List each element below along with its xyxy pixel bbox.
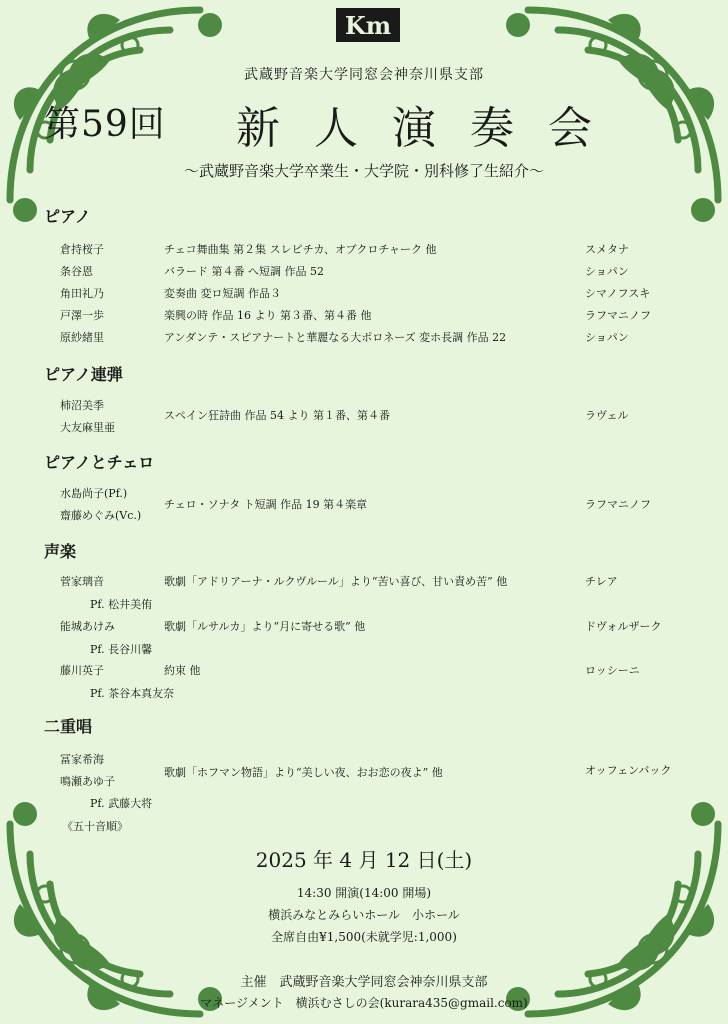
performer: 条谷恩: [60, 265, 93, 278]
composer: ラフマニノフ: [585, 309, 651, 322]
organization-name: 武蔵野音楽大学同窓会神奈川県支部: [244, 67, 484, 83]
section-heading-vocal-duet: 二重唱: [44, 717, 93, 736]
accompanist: Pf. 長谷川馨: [90, 643, 153, 656]
svg-text:Km: Km: [344, 11, 392, 40]
composer: スメタナ: [585, 243, 629, 256]
work: アンダンテ・スピアナートと華麗なる大ポロネーズ 変ホ長調 作品 22: [164, 331, 507, 344]
section-heading-piano: ピアノ: [44, 207, 91, 226]
performer: 藤川英子: [60, 664, 104, 677]
performer: 鳴瀬あゆ子: [60, 775, 115, 788]
accompanist: Pf. 武藤大将: [90, 797, 153, 810]
performer: 菅家璃音: [60, 575, 104, 588]
work: チェコ舞曲集 第２集 スレピチカ、オブクロチャーク 他: [164, 243, 437, 256]
work: チェロ・ソナタ ト短調 作品 19 第４楽章: [164, 498, 368, 511]
composer: シマノフスキ: [585, 287, 651, 300]
section-heading-piano-cello: ピアノとチェロ: [44, 453, 155, 472]
work: 変奏曲 変ロ短調 作品３: [164, 287, 281, 300]
work: 歌劇「ホフマン物語」より“美しい夜、おお恋の夜よ” 他: [164, 766, 443, 779]
composer: ショパン: [585, 265, 629, 278]
performer: 角田礼乃: [60, 287, 104, 300]
accompanist: Pf. 茶谷本真友奈: [90, 687, 175, 700]
composer: ラヴェル: [585, 409, 629, 422]
composer: ショパン: [585, 331, 629, 344]
work: 楽興の時 作品 16 より 第３番、第４番 他: [164, 309, 372, 322]
work: 約束 他: [164, 664, 201, 677]
work: スペイン狂詩曲 作品 54 より 第１番、第４番: [164, 409, 390, 422]
page-title: [40, 92, 700, 154]
composer: ラフマニノフ: [585, 498, 651, 511]
work: バラード 第４番 へ短調 作品 52: [164, 265, 324, 278]
composer: チレア: [585, 575, 618, 588]
performer: 倉持桜子: [60, 243, 104, 256]
composer: オッフェンバック: [585, 764, 672, 777]
km-logo: [336, 8, 400, 42]
section-heading-piano-duet: ピアノ連弾: [44, 365, 123, 384]
accompanist: Pf. 松井美侑: [90, 598, 153, 611]
work: 歌劇「ルサルカ」より“月に寄せる歌” 他: [164, 620, 366, 633]
performer: 能城あけみ: [60, 620, 115, 633]
section-heading-vocal: 声楽: [44, 542, 77, 561]
performer: 水島尚子(Pf.): [60, 487, 128, 500]
composer: ロッシーニ: [585, 664, 640, 677]
event-venue: 横浜みなとみらいホール 小ホール: [268, 908, 460, 922]
concert-title: 新人演奏会: [236, 103, 626, 154]
performer: 柿沼美季: [60, 399, 104, 412]
organizer: 主催 武蔵野音楽大学同窓会神奈川県支部: [240, 975, 488, 990]
ticket-price: 全席自由¥1,500(未就学児:1,000): [271, 930, 457, 944]
performer: 原紗緒里: [60, 331, 104, 344]
order-note: 《五十音順》: [62, 820, 128, 833]
performer: 齋藤めぐみ(Vc.): [60, 509, 142, 522]
work: 歌劇「アドリアーナ・ルクヴルール」より“苦い喜び、甘い責め苦” 他: [164, 575, 508, 588]
composer: ドヴォルザーク: [585, 620, 662, 633]
management: マネージメント 横浜むさしの会(kurara435@gmail.com): [200, 996, 528, 1010]
event-date: 2025 年 4 月 12 日(土): [255, 848, 473, 872]
performer: 戸澤一歩: [60, 309, 104, 322]
performer: 冨家希海: [60, 753, 104, 766]
performer: 大友麻里亜: [60, 421, 115, 434]
concert-number: 第59回: [44, 104, 166, 145]
subtitle: 〜武蔵野音楽大学卒業生・大学院・別科修了生紹介〜: [183, 162, 544, 180]
event-time: 14:30 開演(14:00 開場): [296, 886, 432, 900]
